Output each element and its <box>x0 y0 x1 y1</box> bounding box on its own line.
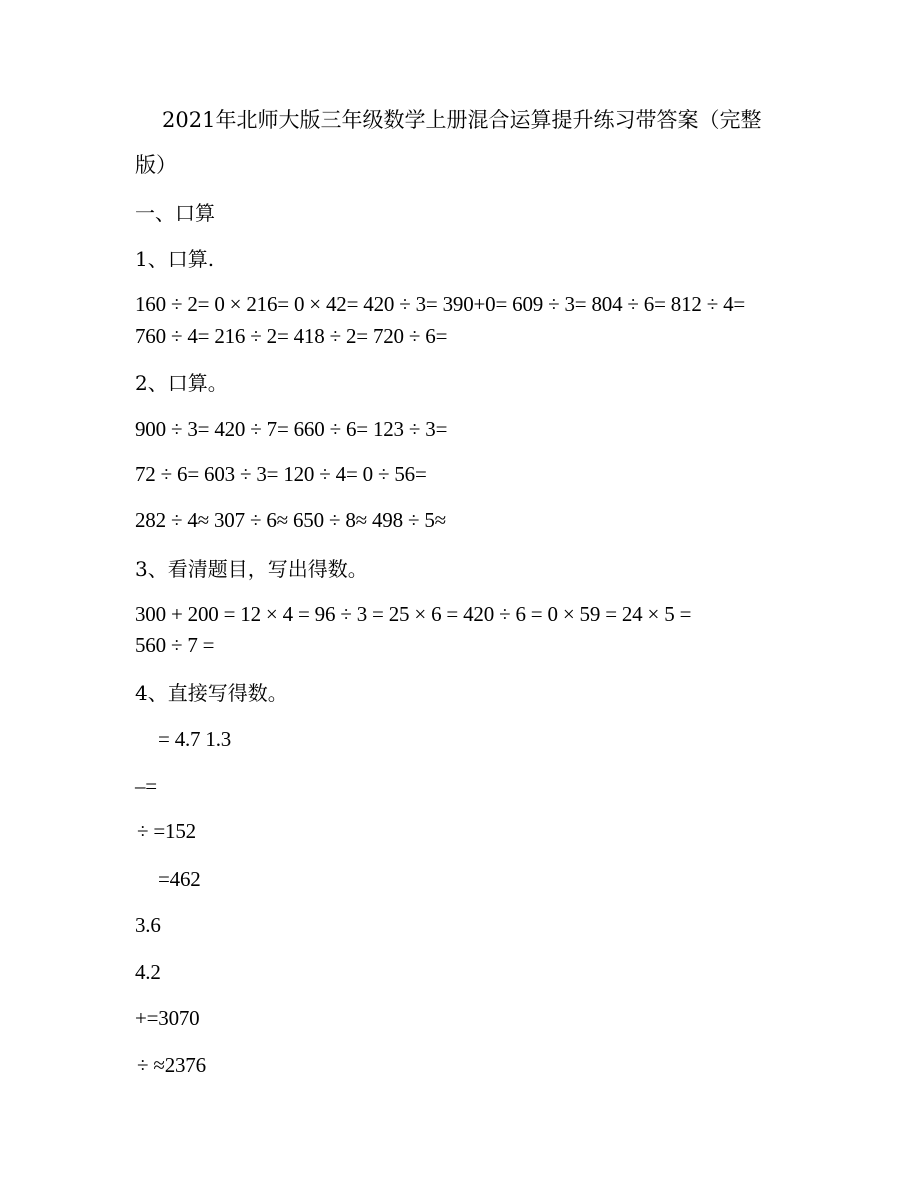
question-3-heading: 3、看清题目，写出得数。 <box>135 557 368 581</box>
question-1-line-1: 160 ÷ 2= 0 × 216= 0 × 42= 420 ÷ 3= 390+0= 609 ÷ 3= 804 ÷ 6= 812 ÷ 4= <box>135 292 746 316</box>
question-3-line-1: 300 + 200 = 12 × 4 = 96 ÷ 3 = 25 × 6 = 420 ÷ 6 = 0 × 59 = 24 × 5 = <box>135 602 692 626</box>
question-4-heading: 4、直接写得数。 <box>135 681 288 705</box>
question-3-line-2: 560 ÷ 7 = <box>135 633 215 657</box>
question-4-line-1: = 4.7 1.3 <box>158 727 232 751</box>
question-4-line-8: ÷ ≈2376 <box>137 1053 206 1077</box>
section-heading: 一、口算 <box>135 201 215 225</box>
question-4-line-3: ÷ =152 <box>137 819 196 843</box>
question-4-line-2: –= <box>135 774 157 798</box>
question-1-line-2: 760 ÷ 4= 216 ÷ 2= 418 ÷ 2= 720 ÷ 6= <box>135 324 448 348</box>
question-4-line-5: 3.6 <box>135 913 161 937</box>
question-2-heading: 2、口算。 <box>135 371 228 395</box>
question-2-line-1: 900 ÷ 3= 420 ÷ 7= 660 ÷ 6= 123 ÷ 3= <box>135 417 448 441</box>
question-4-line-6: 4.2 <box>135 960 161 984</box>
question-4-line-7: +=3070 <box>135 1006 200 1030</box>
document-title-line-1: 2021年北师大版三年级数学上册混合运算提升练习带答案（完整 <box>162 108 762 132</box>
question-4-line-4: =462 <box>158 867 201 891</box>
question-2-line-3: 282 ÷ 4≈ 307 ÷ 6≈ 650 ÷ 8≈ 498 ÷ 5≈ <box>135 508 446 532</box>
document-title-line-2: 版） <box>135 153 177 177</box>
question-1-heading: 1、口算. <box>135 247 215 271</box>
question-2-line-2: 72 ÷ 6= 603 ÷ 3= 120 ÷ 4= 0 ÷ 56= <box>135 462 427 486</box>
